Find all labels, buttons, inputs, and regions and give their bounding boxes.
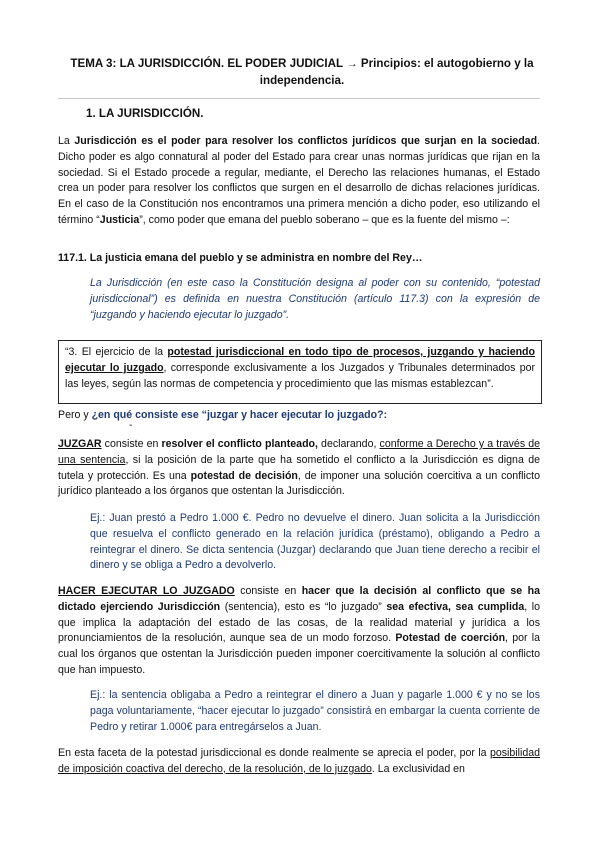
question-text: Pero y xyxy=(58,409,92,421)
title-divider xyxy=(58,98,540,99)
example-1: Ej.: Juan prestó a Pedro 1.000 €. Pedro no devuelve el dinero. Juan solicita a la Jurisdicción que resuelva el conflicto generado en la relación jurídica (préstamo), obligando a Pedro a reintegrar el dinero. Se dicta sentencia (Juzgar) declarando que Juan tiene derecho a recibir el dinero y se obliga a Pedro a devolverlo. xyxy=(90,512,540,572)
hacer-bold-2: sea efectiva, sea cumplida xyxy=(386,600,525,613)
intro-text: La xyxy=(58,135,75,147)
juzgar-text-2: declarando, xyxy=(317,438,380,450)
hacer-bold: hacer que la decisión al conflicto que se ha dictado ejerciendo Jurisdicción xyxy=(58,585,540,613)
intro-definition: Jurisdicción es el poder para resolver los conflictos jurídicos que surjan en la sociedad xyxy=(74,135,538,147)
section-heading: 1. LA JURISDICCIÓN. xyxy=(86,107,204,120)
juzgar-term: JUZGAR xyxy=(58,438,102,450)
juzgar-potestad: potestad de decisión xyxy=(190,469,298,482)
hacer-potestad: Potestad de coerción xyxy=(395,632,506,645)
hacer-text-4: , por la cual los órganos que ostentan la Jurisdicción pueden imponer coercitivamente la solución al conflicto que han impuesto. xyxy=(58,632,540,676)
hacer-term: HACER EJECUTAR LO JUZGADO xyxy=(58,585,235,597)
article-117-quote: 117.1. La justicia emana del pueblo y se administra en nombre del Rey… xyxy=(58,252,423,264)
article-117-3-box xyxy=(58,340,542,404)
example-2: Ej.: la sentencia obligaba a Pedro a reintegrar el dinero a Juan y pagarle 1.000 € y no se los paga voluntariamente, “hacer ejecutar lo juzgado” consistirá en embargar la cuenta corriente de Pedro y retirar 1.000€ para entregárselos a Juan. xyxy=(90,689,540,733)
dash-mark: - xyxy=(129,420,133,431)
last-paragraph xyxy=(58,746,540,778)
intro-justicia: Justicia xyxy=(99,213,140,226)
box-text: “3. El ejercicio de la xyxy=(65,346,168,358)
last-text: En esta faceta de la potestad jurisdiccional es donde realmente se aprecia el poder, por la xyxy=(58,747,490,759)
hacer-text-3: , lo que implica la adaptación del estado de las cosas, de la realidad material y jurídica a los pronunciamientos de la resolución, aunque sea de un modo forzoso. xyxy=(58,600,540,645)
intro-text-2: . Dicho poder es algo connatural al poder del Estado para crear unas normas jurídicas que rijan en la sociedad. Si el Estado procede a regular, mediante, el Derecho las relaciones humanas, el Estado crea un poder para resolver los conflictos que surgen en el desarrollo de dichas relaciones jurídicas. En el caso de la Constitución nos encontramos una primera mención a dicho poder, eso utilizando el término “ xyxy=(58,135,540,226)
last-text-2: . La exclusividad en xyxy=(371,762,465,775)
last-underline: posibilidad de imposición coactiva del derecho, de la resolución, de lo juzgado xyxy=(58,747,540,775)
box-text-2: , corresponde exclusivamente a los Juzgados y Tribunales determinados por las leyes, según las normas de competencia y procedimiento que las mismas establezcan”. xyxy=(65,361,536,390)
hacer-paragraph xyxy=(58,584,540,679)
box-paragraph xyxy=(65,345,535,392)
page-title: TEMA 3: LA JURISDICCIÓN. EL PODER JUDICIAL → Principios: el autogobierno y la independencia. xyxy=(70,57,534,87)
juzgar-text: consiste en xyxy=(101,438,162,450)
juzgar-text-4: , de imponer una solución coercitiva a un conflicto jurídico planteado a los órganos que ostentan la Jurisdicción. xyxy=(58,469,540,498)
juzgar-underline: conforme a Derecho y a través de una sentencia xyxy=(58,438,540,466)
juzgar-bold: resolver el conflicto planteado, xyxy=(161,438,318,450)
juzgar-paragraph xyxy=(58,437,540,500)
intro-paragraph xyxy=(58,134,540,229)
box-highlight: potestad jurisdiccional en todo tipo de procesos, juzgando y haciendo ejecutar lo juzgado xyxy=(65,346,536,374)
question-highlight: ¿en qué consiste ese “juzgar y hacer ejecutar lo juzgado?: xyxy=(91,409,388,421)
intro-text-3: ”, como poder que emana del pueblo soberano – que es la fuente del mismo –: xyxy=(139,213,510,226)
hacer-text: consiste en xyxy=(234,585,302,597)
note-paragraph: La Jurisdicción (en este caso la Constitución designa al poder con su contenido, “potestad jurisdiccional”) es definida en nuestra Constitución (artículo 117.3) con la expresión de “juzgando y haciendo ejecutar lo juzgado”. xyxy=(90,277,540,321)
hacer-text-2: (sentencia), esto es “lo juzgado” xyxy=(220,600,387,613)
juzgar-text-3: , si la posición de la parte que ha sometido el conflicto a la Jurisdicción es digna de tutela y protección. Es una xyxy=(58,453,541,482)
